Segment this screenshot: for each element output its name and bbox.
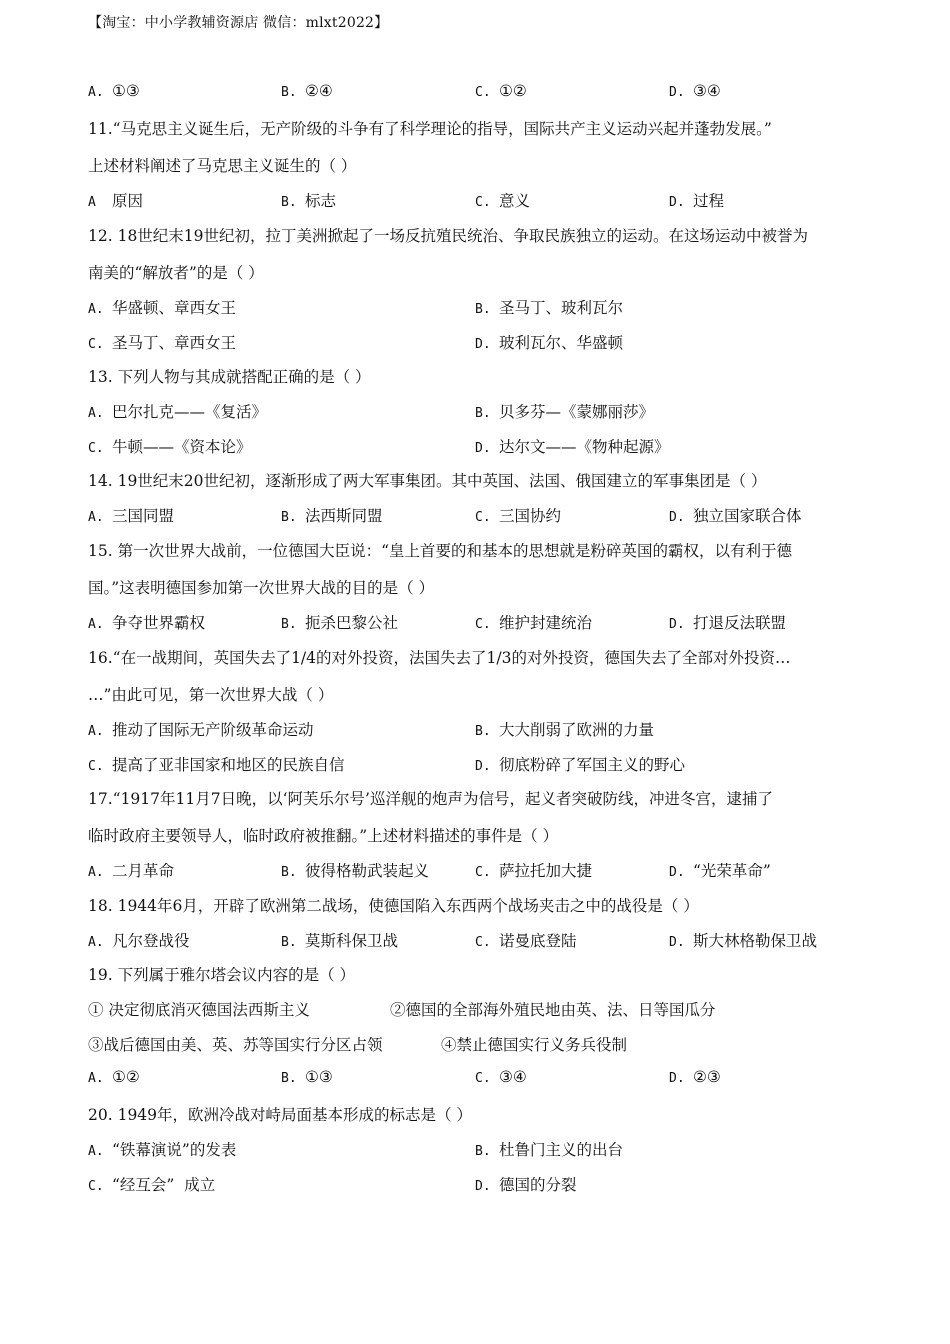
option-d[interactable]: D. 过程: [669, 192, 725, 210]
q15-stem-line2: 国。”这表明德国参加第一次世界大战的目的是（ ）: [88, 579, 435, 597]
q20-stem: 20. 1949年，欧洲冷战对峙局面基本形成的标志是（ ）: [88, 1106, 472, 1124]
q16-stem-line1: 16.“在一战期间，英国失去了1/4的对外投资，法国失去了1/3的对外投资，德国失去了全部对外投资…: [88, 649, 791, 667]
option-d[interactable]: D. 斯大林格勒保卫战: [669, 932, 818, 950]
q16-options-row2: [88, 753, 863, 775]
option-a[interactable]: A. “铁幕演说”的发表: [88, 1141, 237, 1159]
q13-options-row2: [88, 435, 863, 457]
q16-options-row1: [88, 718, 863, 740]
option-a[interactable]: A. 争夺世界霸权: [88, 614, 206, 632]
option-a[interactable]: A. ①②: [88, 1068, 140, 1086]
q14-options: [88, 504, 863, 526]
q19-items-row2: [88, 1033, 863, 1055]
option-a[interactable]: A. 华盛顿、章西女王: [88, 299, 237, 317]
option-b[interactable]: B. ②④: [281, 82, 333, 100]
option-c[interactable]: C. 牛顿——《资本论》: [88, 438, 252, 456]
option-c[interactable]: C. 维护封建统治: [475, 614, 593, 632]
option-d[interactable]: D. 德国的分裂: [475, 1176, 577, 1194]
q12-options-row2: [88, 331, 863, 353]
option-a[interactable]: A. 凡尔登战役: [88, 932, 190, 950]
option-b[interactable]: B. 贝多芬—《蒙娜丽莎》: [475, 403, 655, 421]
option-d[interactable]: D. 达尔文——《物种起源》: [475, 438, 670, 456]
q19-item-2: ②德国的全部海外殖民地由英、法、日等国瓜分: [390, 1001, 716, 1019]
q15-stem-line1: 15. 第一次世界大战前，一位德国大臣说：“皇上首要的和基本的思想就是粉碎英国的霸权，以有利于德: [88, 542, 793, 560]
option-c[interactable]: C. 萨拉托加大捷: [475, 862, 593, 880]
option-d[interactable]: D. 独立国家联合体: [669, 507, 802, 525]
option-d[interactable]: D. “光荣革命”: [669, 862, 771, 880]
q19-stem: 19. 下列属于雅尔塔会议内容的是（ ）: [88, 966, 356, 984]
option-c[interactable]: C. “经互会” 成立: [88, 1176, 216, 1194]
q12-stem-line2: 南美的“解放者”的是（ ）: [88, 264, 264, 282]
option-d[interactable]: D. 彻底粉碎了军国主义的野心: [475, 756, 686, 774]
option-b[interactable]: B. 彼得格勒武装起义: [281, 862, 430, 880]
option-a[interactable]: A. ①③: [88, 82, 140, 100]
option-b[interactable]: B. 杜鲁门主义的出台: [475, 1141, 624, 1159]
q12-options-row1: [88, 296, 863, 318]
q17-stem-line2: 临时政府主要领导人，临时政府被推翻。”上述材料描述的事件是（ ）: [88, 827, 559, 845]
option-d[interactable]: D. ③④: [669, 82, 721, 100]
option-d[interactable]: D. ②③: [669, 1068, 721, 1086]
option-c[interactable]: C. 圣马丁、章西女王: [88, 334, 237, 352]
option-b[interactable]: B. 圣马丁、玻利瓦尔: [475, 299, 624, 317]
q19-item-1: ① 决定彻底消灭德国法西斯主义: [88, 1001, 310, 1019]
option-b[interactable]: B. ①③: [281, 1068, 333, 1086]
q19-items-row1: [88, 998, 863, 1020]
page-header-watermark: 【淘宝：中小学教辅资源店 微信：mlxt2022】: [88, 15, 389, 31]
option-a[interactable]: A. 三国同盟: [88, 507, 175, 525]
q13-stem: 13. 下列人物与其成就搭配正确的是（ ）: [88, 368, 371, 386]
q11-options: [88, 189, 863, 211]
option-a[interactable]: A. 推动了国际无产阶级革命运动: [88, 721, 314, 739]
q12-stem-line1: 12. 18世纪末19世纪初，拉丁美洲掀起了一场反抗殖民统治、争取民族独立的运动。在这场运动中被誉为: [88, 227, 809, 245]
option-c[interactable]: C. 三国协约: [475, 507, 562, 525]
q20-options-row2: [88, 1173, 863, 1195]
q13-options-row1: [88, 400, 863, 422]
q16-stem-line2: …”由此可见，第一次世界大战（ ）: [88, 686, 334, 704]
q10-options: [88, 82, 863, 104]
option-b[interactable]: B. 法西斯同盟: [281, 507, 383, 525]
option-c[interactable]: C. 意义: [475, 192, 531, 210]
option-a[interactable]: A. 巴尔扎克——《复活》: [88, 403, 268, 421]
option-b[interactable]: B. 大大削弱了欧洲的力量: [475, 721, 655, 739]
option-b[interactable]: B. 扼杀巴黎公社: [281, 614, 399, 632]
option-a[interactable]: A. 二月革命: [88, 862, 175, 880]
q19-item-3: ③战后德国由美、英、苏等国实行分区占领: [88, 1036, 383, 1054]
option-a[interactable]: A 原因: [88, 192, 144, 210]
q18-stem: 18. 1944年6月，开辟了欧洲第二战场，使德国陷入东西两个战场夹击之中的战役是（ ）: [88, 897, 699, 915]
option-d[interactable]: D. 打退反法联盟: [669, 614, 787, 632]
q11-stem-line2: 上述材料阐述了马克思主义诞生的（ ）: [88, 157, 357, 175]
option-c[interactable]: C. ①②: [475, 82, 527, 100]
q11-stem-line1: 11.“马克思主义诞生后，无产阶级的斗争有了科学理论的指导，国际共产主义运动兴起并蓬勃发展。”: [88, 120, 772, 138]
q18-options: [88, 929, 863, 951]
q17-stem-line1: 17.“1917年11月7日晚，以‘阿芙乐尔号’巡洋舰的炮声为信号，起义者突破防线，冲进冬宫，逮捕了: [88, 790, 773, 808]
q20-options-row1: [88, 1138, 863, 1160]
option-c[interactable]: C. 提高了亚非国家和地区的民族自信: [88, 756, 345, 774]
option-b[interactable]: B. 标志: [281, 192, 337, 210]
option-c[interactable]: C. 诺曼底登陆: [475, 932, 577, 950]
option-c[interactable]: C. ③④: [475, 1068, 527, 1086]
q15-options: [88, 611, 863, 633]
q14-stem: 14. 19世纪末20世纪初，逐渐形成了两大军事集团。其中英国、法国、俄国建立的军事集团是（ ）: [88, 472, 767, 490]
q19-options: [88, 1068, 863, 1090]
q17-options: [88, 859, 863, 881]
option-b[interactable]: B. 莫斯科保卫战: [281, 932, 399, 950]
option-d[interactable]: D. 玻利瓦尔、华盛顿: [475, 334, 624, 352]
q19-item-4: ④禁止德国实行义务兵役制: [441, 1036, 628, 1054]
